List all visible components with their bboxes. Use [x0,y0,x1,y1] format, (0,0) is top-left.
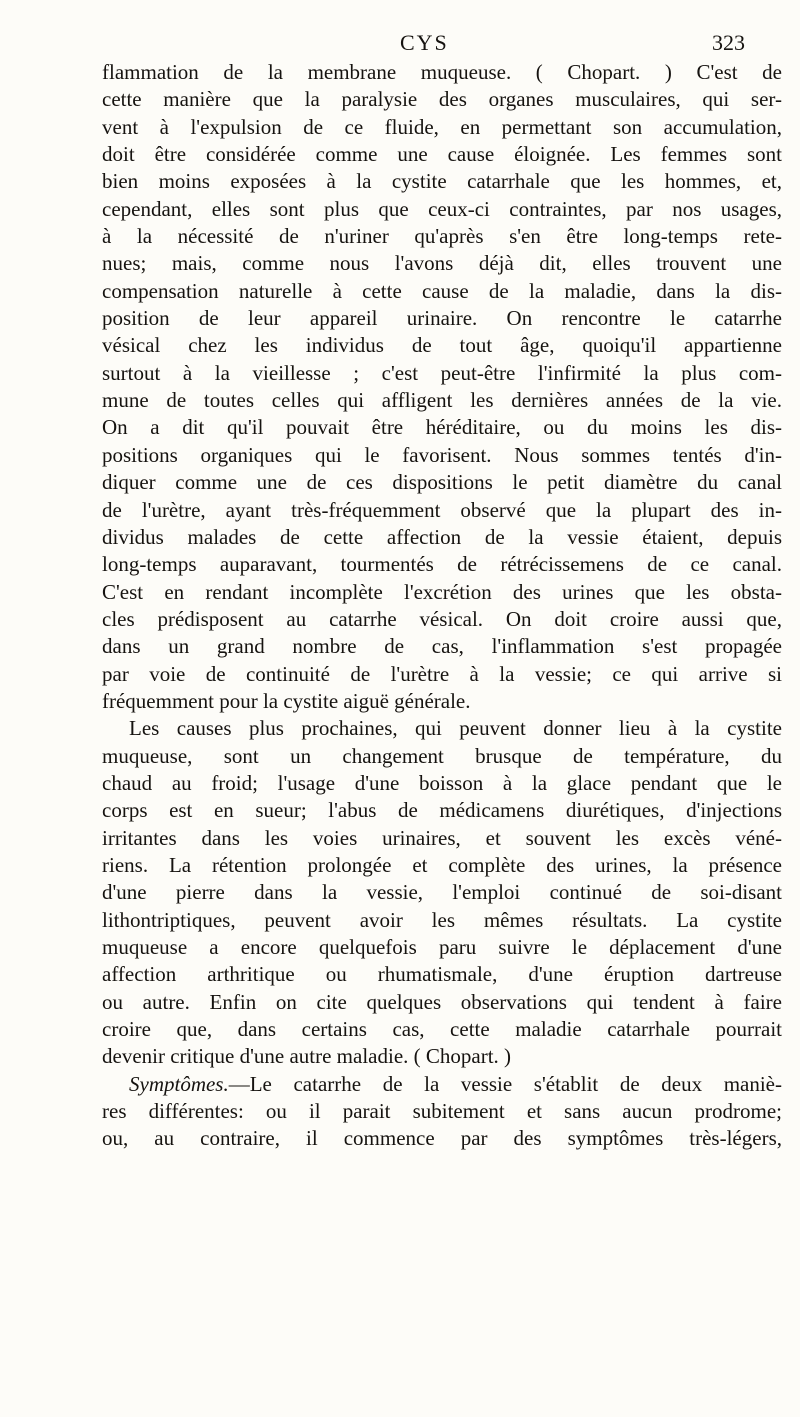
text-line: cette manière que la paralysie des organes musculaires, qui ser- [102,87,782,112]
text-line: de l'urètre, ayant très-fréquemment observé que la plupart des in- [102,497,782,522]
text-line: affection arthritique ou rhumatismale, d'une éruption dartreuse [102,962,782,987]
text-line: position de leur appareil urinaire. On rencontre le catarrhe [102,306,782,331]
text-line: diquer comme une de ces dispositions le petit diamètre du canal [102,470,782,495]
text-line: d'une pierre dans la vessie, l'emploi continué de soi-disant [102,880,782,905]
text-line: par voie de continuité de l'urètre à la vessie; ce qui arrive si [102,661,782,686]
body-text [102,59,782,1153]
text-line: irritantes dans les voies urinaires, et souvent les excès véné- [102,825,782,850]
text-line: vent à l'expulsion de ce fluide, en permettant son accumulation, [102,114,782,139]
text-line: long-temps auparavant, tourmentés de rétrécissemens de ce canal. [102,552,782,577]
text-line: fréquemment pour la cystite aiguë générale. [102,688,471,713]
text-line: muqueuse, sont un changement brusque de température, du [102,743,782,768]
text-line: mune de toutes celles qui affligent les dernières années de la vie. [102,388,782,413]
text-line: bien moins exposées à la cystite catarrhale que les hommes, et, [102,169,782,194]
text-line: lithontriptiques, peuvent avoir les mêmes résultats. La cystite [102,907,782,932]
text-line: Les causes plus prochaines, qui peuvent donner lieu à la cystite [129,716,782,741]
text-line: surtout à la vieillesse ; c'est peut-être l'infirmité la plus com- [102,360,782,385]
running-head [0,30,800,60]
paragraph [102,715,782,1070]
text-line: vésical chez les individus de tout âge, quoiqu'il appartienne [102,333,782,358]
text-line: à la nécessité de n'uriner qu'après s'en être long-temps rete- [102,224,782,249]
text-line: cependant, elles sont plus que ceux-ci contraintes, par nos usages, [102,196,782,221]
text-line: dans un grand nombre de cas, l'inflammation s'est propagée [102,634,782,659]
page-number: 323 [712,30,745,55]
text-line: doit être considérée comme une cause éloignée. Les femmes sont [102,142,782,167]
text-line: muqueuse a encore quelquefois paru suivre le déplacement d'une [102,935,782,959]
running-title: CYS [400,30,449,55]
text-line: positions organiques qui le favorisent. Nous sommes tentés d'in- [102,442,782,467]
text-line: riens. La rétention prolongée et complète des urines, la présence [102,852,782,877]
paragraph [102,1071,782,1153]
text-line: C'est en rendant incomplète l'excrétion des urines que les obsta- [102,579,782,604]
text-line: croire que, dans certains cas, cette maladie catarrhale pourrait [102,1017,782,1042]
text-line: dividus malades de cette affection de la vessie étaient, depuis [102,524,782,549]
paragraph [102,59,782,715]
text-line: devenir critique d'une autre maladie. ( Chopart. ) [102,1044,512,1069]
text-line: compensation naturelle à cette cause de la maladie, dans la dis- [102,278,782,303]
text-line: ou, au contraire, il commence par des symptômes très-légers, [102,1126,782,1151]
text-line: corps est en sueur; l'abus de médicamens diurétiques, d'injections [102,798,782,823]
text-line: res différentes: ou il parait subitement et sans aucun prodrome; [102,1099,782,1124]
text-line: nues; mais, comme nous l'avons déjà dit, elles trouvent une [102,251,782,276]
text-line: flammation de la membrane muqueuse. ( Chopart. ) C'est de [102,60,782,84]
text-line [102,1071,782,1098]
text-line: cles prédisposent au catarrhe vésical. On doit croire aussi que, [102,606,782,631]
text-run: —Le catarrhe de la vessie s'établit de deux maniè- [228,1071,782,1096]
text-line: On a dit qu'il pouvait être héréditaire, ou du moins les dis- [102,415,782,440]
text-line: ou autre. Enfin on cite quelques observations qui tendent à faire [102,989,782,1014]
text-line: chaud au froid; l'usage d'une boisson à la glace pendant que le [102,770,782,795]
section-heading: Symptômes. [129,1071,229,1096]
